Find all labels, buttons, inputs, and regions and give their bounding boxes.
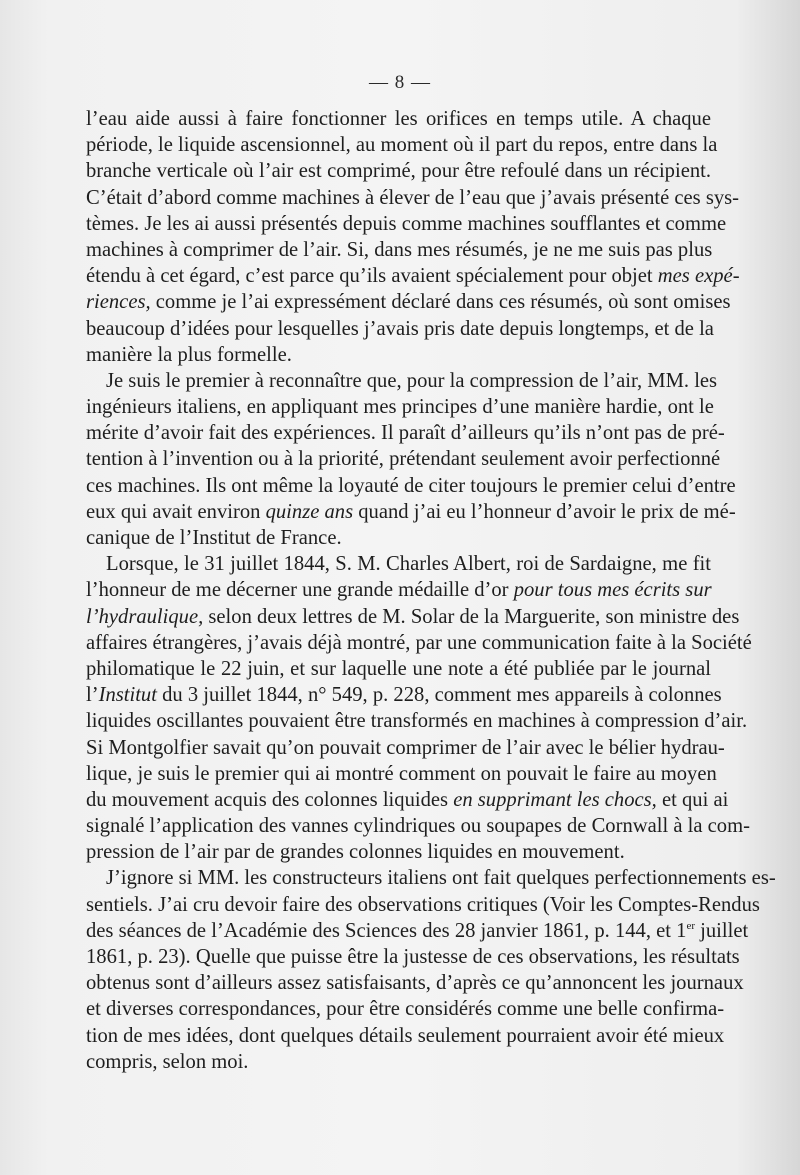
italic-text: quinze ans [265, 500, 354, 523]
text-line [86, 813, 750, 839]
text-segment: tention à l’invention ou à la priorité, prétendant seulement avoir perfectionné [86, 448, 721, 471]
text-segment: mérite d’avoir fait des expériences. Il paraît d’ailleurs qu’ils n’ont pas de pré- [86, 422, 725, 445]
text-segment: lique, je suis le premier qui ai montré comment on pouvait le faire au moyen [86, 762, 717, 785]
text-line [86, 787, 729, 813]
text-line [86, 735, 725, 761]
text-line [86, 708, 748, 734]
text-segment: tèmes. Je les ai aussi présentés depuis comme machines soufflantes et comme [86, 212, 727, 235]
text-line [86, 551, 711, 577]
text-segment: du 3 juillet 1844, n° 549, p. 228, comment mes appareils à colonnes [156, 684, 722, 707]
text-line [86, 106, 711, 132]
text-segment: l’ [86, 684, 99, 707]
italic-text: mes expé- [657, 265, 740, 288]
text-line [86, 211, 727, 237]
text-segment: compris, selon moi. [86, 1050, 249, 1073]
text-segment: du mouvement acquis des colonnes liquides [86, 788, 454, 811]
text-segment: des séances de l’Académie des Sciences des 28 janvier 1861, p. 144, et 1 [86, 919, 687, 942]
text-line [86, 918, 749, 944]
text-line [86, 892, 760, 918]
text-segment: comme je l’ai expressément déclaré dans ces résumés, où sont omises [150, 291, 731, 314]
text-line [86, 839, 711, 865]
text-segment: 1861, p. 23). Quelle que puisse être la justesse de ces observations, les résultats [86, 946, 740, 968]
text-line [86, 656, 711, 682]
text-segment: ces machines. Ils ont même la loyauté de citer toujours le premier celui d’entre [86, 474, 736, 497]
italic-text: Institut [98, 684, 157, 707]
text-segment: J’ignore si MM. les constructeurs italiens ont fait quelques perfectionnements es- [106, 867, 776, 890]
text-line [86, 394, 714, 420]
text-line [86, 342, 711, 368]
body-text [86, 106, 776, 1075]
italic-text: en supprimant les chocs, [453, 788, 657, 811]
text-segment: Je suis le premier à reconnaître que, pour la compression de l’air, MM. les [106, 369, 718, 392]
text-segment: ingénieurs italiens, en appliquant mes principes d’une manière hardie, ont le [86, 396, 714, 419]
text-segment: obtenus sont d’ailleurs assez satisfaisants, d’après ce qu’annoncent les journaux [86, 972, 744, 995]
page-number: — 8 — [369, 72, 431, 93]
italic-text: riences, [86, 291, 151, 314]
text-segment: philomatique le 22 juin, et sur laquelle une note a été publiée par le journal [86, 657, 711, 680]
paragraph [86, 106, 740, 368]
italic-text: pour tous mes écrits sur [513, 579, 712, 602]
text-segment: affaires étrangères, j’avais déjà montré, par une communication faite à la Société [86, 631, 752, 654]
text-line [86, 577, 711, 603]
text-segment: l’honneur de me décerner une grande médaille d’or [86, 579, 514, 602]
text-line [86, 473, 736, 499]
text-line [86, 499, 736, 525]
text-line [86, 132, 718, 158]
text-segment: canique de l’Institut de France. [86, 527, 342, 549]
text-segment: Si Montgolfier savait qu’on pouvait comprimer de l’air avec le bélier hydrau- [86, 736, 725, 759]
text-segment: signalé l’application des vannes cylindriques ou soupapes de Cornwall à la com- [86, 815, 750, 838]
text-segment: juillet [695, 919, 749, 942]
text-segment: C’était d’abord comme machines à élever de l’eau que j’avais présenté ces sys- [86, 186, 739, 209]
text-segment: et qui ai [656, 788, 729, 811]
text-segment: liquides oscillantes pouvaient être transformés en machines à compression d’air. [86, 710, 748, 733]
text-segment: quand j’ai eu l’honneur d’avoir le prix de mé- [353, 500, 736, 523]
text-segment: eux qui avait environ [86, 500, 266, 523]
text-segment: étendu à cet égard, c’est parce qu’ils avaient spécialement pour objet [86, 265, 658, 288]
text-line [86, 263, 740, 289]
text-line [86, 237, 711, 263]
text-line [86, 1049, 711, 1075]
text-line [86, 944, 740, 970]
text-segment: Lorsque, le 31 juillet 1844, S. M. Charles Albert, roi de Sardaigne, me fit [106, 553, 711, 576]
text-line [86, 996, 725, 1022]
text-segment: beaucoup d’idées pour lesquelles j’avais pris date depuis longtemps, et de la [86, 317, 714, 340]
text-line [86, 185, 739, 211]
text-segment: branche verticale où l’air est comprimé, pour être refoulé dans un récipient. [86, 160, 711, 183]
text-segment: et diverses correspondances, pour être considérés comme une belle confirma- [86, 998, 725, 1021]
text-line [86, 970, 744, 996]
text-segment: pression de l’air par de grandes colonnes liquides en mouvement. [86, 841, 625, 864]
text-line [86, 158, 711, 184]
text-segment: machines à comprimer de l’air. Si, dans mes résumés, je ne me suis pas plus [86, 238, 713, 261]
text-segment: période, le liquide ascensionnel, au moment où il part du repos, entre dans la [86, 134, 718, 157]
text-segment: selon deux lettres de M. Solar de la Marguerite, son ministre des [203, 605, 740, 628]
text-line [86, 420, 725, 446]
text-segment: tion de mes idées, dont quelques détails seulement pourraient avoir été mieux [86, 1024, 725, 1047]
text-line [86, 368, 718, 394]
text-line [86, 630, 752, 656]
text-segment: sentiels. J’ai cru devoir faire des observations critiques (Voir les Comptes-Rendus [86, 893, 760, 916]
paragraph [86, 368, 736, 551]
text-line [86, 604, 740, 630]
text-line [86, 289, 731, 315]
paragraph [86, 865, 776, 1075]
italic-text: l’hydraulique, [86, 605, 204, 628]
text-line [86, 446, 721, 472]
paragraph [86, 551, 752, 865]
text-line [86, 865, 776, 891]
text-line [86, 316, 714, 342]
text-line [86, 682, 722, 708]
text-line [86, 761, 717, 787]
text-line [86, 1023, 725, 1049]
text-segment: manière la plus formelle. [86, 343, 292, 366]
text-segment: l’eau aide aussi à faire fonctionner les orifices en temps utile. A chaque [86, 108, 711, 130]
superscript: er [686, 919, 696, 932]
text-line [86, 525, 711, 551]
